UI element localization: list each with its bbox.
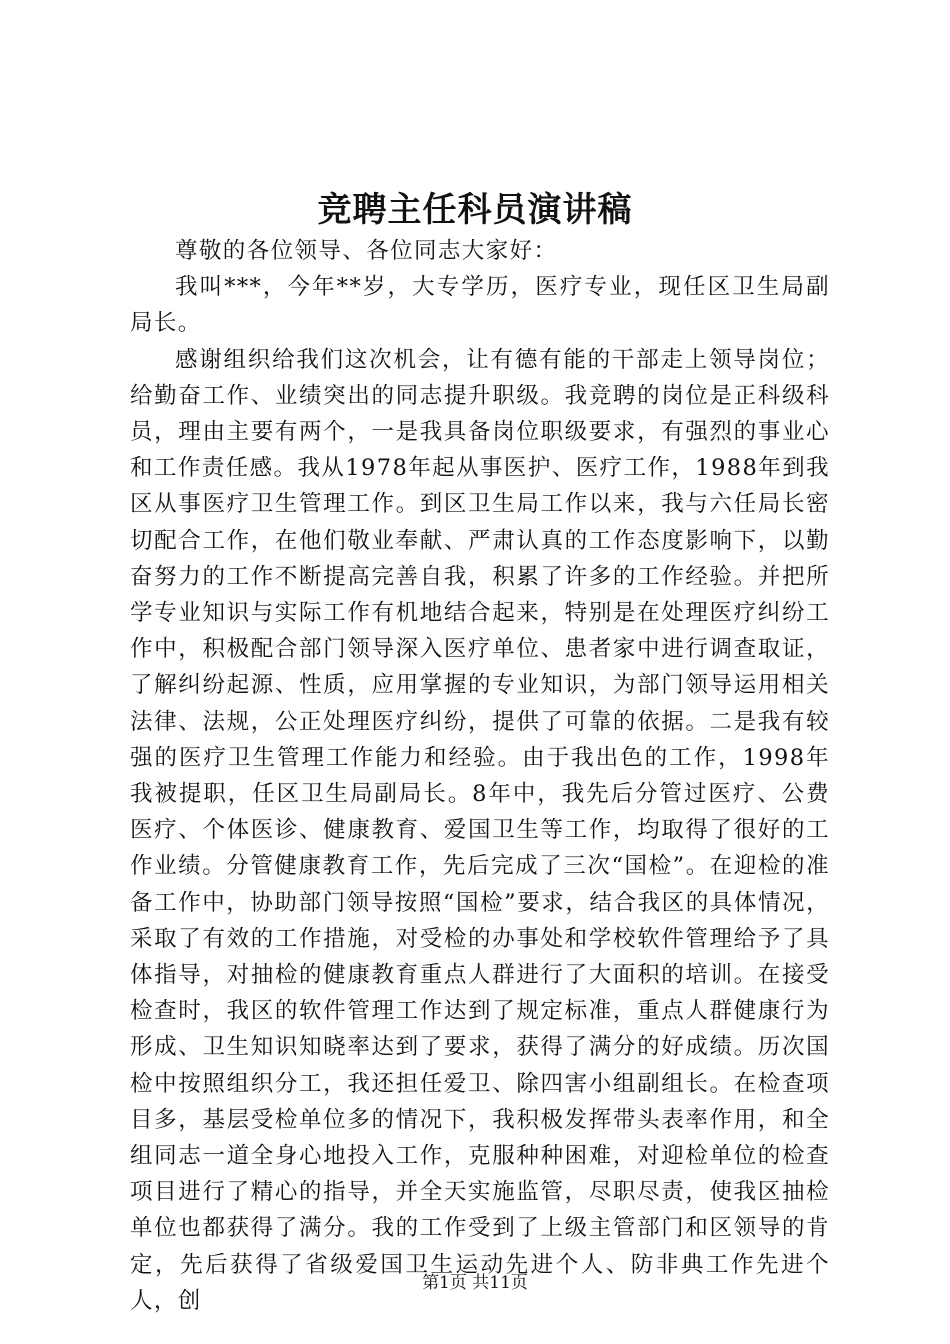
paragraph-greeting: 尊敬的各位领导、各位同志大家好： [175, 238, 558, 264]
document-title: 竞聘主任科员演讲稿 [317, 190, 633, 230]
document-body [130, 233, 830, 1319]
page-number: 第1页 共11页 [422, 1273, 528, 1293]
paragraph-introduction: 我叫***，今年**岁，大专学历，医疗专业，现任区卫生局副局长。 [130, 274, 830, 337]
paragraph-main: 感谢组织给我们这次机会，让有德有能的干部走上领导岗位；给勤奋工作、业绩突出的同志提升职级。我竞聘的岗位是正科级科员，理由主要有两个，一是我具备岗位职级要求，有强烈的事业心和工作责任感。我从1978年起从事医护、医疗工作，1988年到我区从事医疗卫生管理工作。到区卫生局工作以来，我与六任局长密切配合工作，在他们敬业奉献、严肃认真的工作态度影响下，以勤奋努力的工作不断提高完善自我，积累了许多的工作经验。并把所学专业知识与实际工作有机地结合起来，特别是在处理医疗纠纷工作中，积极配合部门领导深入医疗单位、患者家中进行调查取证，了解纠纷起源、性质，应用掌握的专业知识，为部门领导运用相关法律、法规，公正处理医疗纠纷，提供了可靠的依据。二是我有较强的医疗卫生管理工作能力和经验。由于我出色的工作，1998年我被提职，任区卫生局副局长。8年中，我先后分管过医疗、公费医疗、个体医诊、健康教育、爱国卫生等工作，均取得了很好的工作业绩。分管健康教育工作，先后完成了三次“国检”。在迎检的准备工作中，协助部门领导按照“国检”要求，结合我区的具体情况，采取了有效的工作措施，对受检的办事处和学校软件管理给予了具体指导，对抽检的健康教育重点人群进行了大面积的培训。在接受检查时，我区的软件管理工作达到了规定标准，重点人群健康行为形成、卫生知识知晓率达到了要求，获得了满分的好成绩。历次国检中按照组织分工，我还担任爱卫、除四害小组副组长。在检查项目多，基层受检单位多的情况下，我积极发挥带头表率作用，和全组同志一道全身心地投入工作，克服种种困难，对迎检单位的检查项目进行了精心的指导，并全天实施监管，尽职尽责，使我区抽检单位也都获得了满分。我的工作受到了上级主管部门和区领导的肯定，先后获得了省级爱国卫生运动先进个人、防非典工作先进个人，创 [130, 346, 830, 1314]
